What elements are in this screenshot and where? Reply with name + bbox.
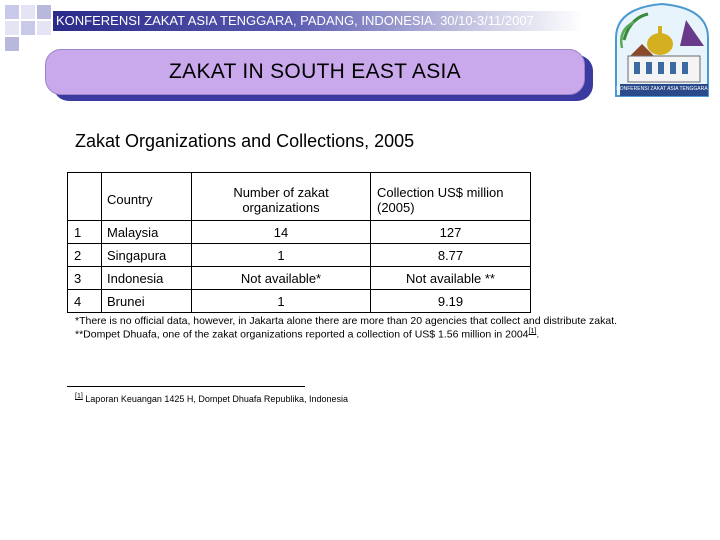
row-country: Indonesia [102, 267, 192, 290]
table-note-2-end: . [536, 328, 540, 341]
header-orgs-line1: Number of zakat [233, 184, 329, 200]
table-header-row [68, 173, 531, 221]
table-caption: Zakat Organizations and Collections, 2005 [75, 131, 415, 151]
row-orgs: 1 [192, 290, 371, 313]
decor-square [5, 5, 19, 19]
footnote-ref-link[interactable]: [1] [528, 328, 537, 335]
row-country: Brunei [102, 290, 192, 313]
table-row [68, 244, 531, 267]
row-collection: 127 [371, 221, 531, 244]
table-note-2 [75, 328, 539, 341]
row-orgs: Not available* [192, 267, 371, 290]
decor-square [21, 5, 35, 19]
header-collection-line1: Collection US$ million [377, 184, 504, 200]
decor-square [5, 37, 19, 51]
header-orgs [192, 173, 371, 221]
row-orgs: 1 [192, 244, 371, 267]
header-orgs-line2: organizations [242, 199, 320, 215]
row-index: 2 [68, 244, 102, 267]
conference-header: KONFERENSI ZAKAT ASIA TENGGARA, PADANG, INDONESIA. 30/10-3/11/2007 [56, 13, 534, 28]
footnote-ref[interactable]: [1] [75, 393, 83, 400]
table-note-2-text: **Dompet Dhuafa, one of the zakat organizations reported a collection of US$ 1.56 million in 2004 [75, 328, 529, 341]
header-index [68, 173, 102, 221]
row-country: Malaysia [102, 221, 192, 244]
table-row [68, 221, 531, 244]
footnote-divider [67, 386, 305, 387]
header-collection [371, 173, 531, 221]
row-collection: 8.77 [371, 244, 531, 267]
logo-label: KONFERENSI ZAKAT ASIA TENGGARA [616, 86, 708, 92]
page-title: ZAKAT IN SOUTH EAST ASIA [169, 60, 461, 83]
footnote-text: Laporan Keuangan 1425 H, Dompet Dhuafa Republika, Indonesia [82, 394, 348, 404]
row-orgs: 14 [192, 221, 371, 244]
table-note-1: *There is no official data, however, in Jakarta alone there are more than 20 agencies that collect and distribute zakat. [75, 315, 618, 327]
footnote [75, 393, 348, 404]
table-row [68, 290, 531, 313]
conference-logo [608, 0, 716, 100]
row-country: Singapura [102, 244, 192, 267]
decor-square [5, 21, 19, 35]
header-collection-line2: (2005) [377, 199, 415, 215]
zakat-table [67, 172, 531, 313]
title-banner [45, 49, 585, 95]
header-country: Country [102, 173, 192, 221]
row-collection: Not available ** [371, 267, 531, 290]
decor-square [21, 21, 35, 35]
row-index: 3 [68, 267, 102, 290]
row-index: 1 [68, 221, 102, 244]
decor-square [37, 5, 51, 19]
table-row [68, 267, 531, 290]
row-collection: 9.19 [371, 290, 531, 313]
decor-square [37, 21, 51, 35]
row-index: 4 [68, 290, 102, 313]
